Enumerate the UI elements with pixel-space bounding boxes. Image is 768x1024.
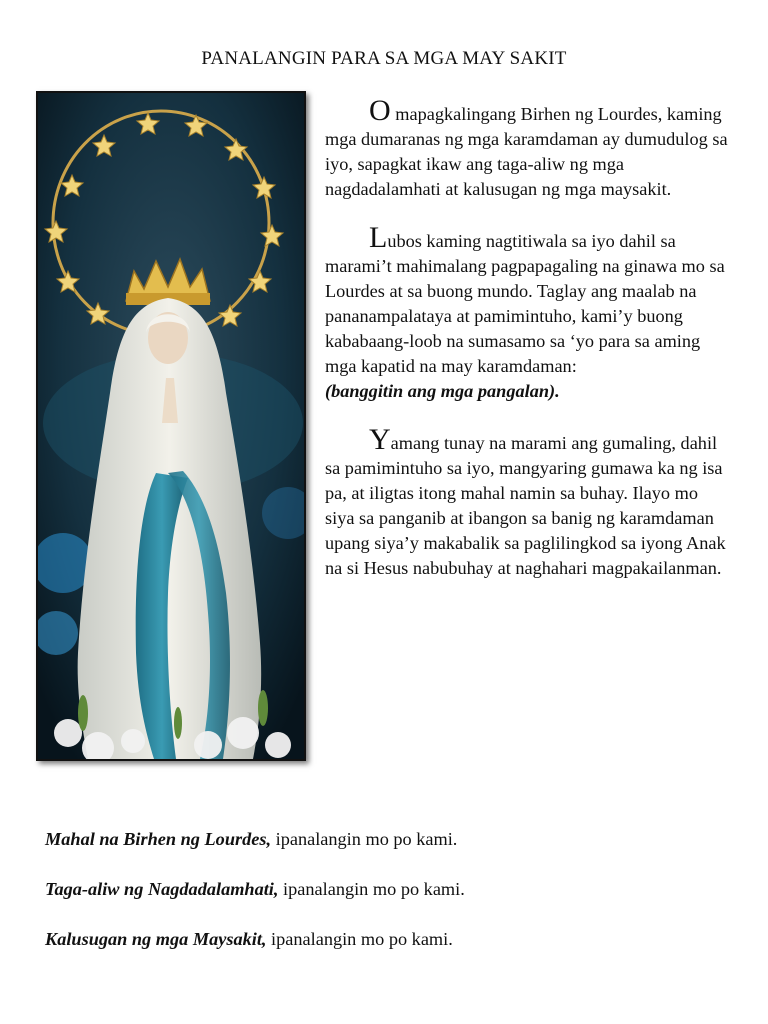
invocation-item	[45, 927, 745, 952]
invocation-title: Mahal na Birhen ng Lourdes,	[45, 829, 272, 849]
prayer-paragraph-2	[325, 221, 730, 404]
paragraph-text: ubos kaming nagtitiwala sa iyo dahil sa marami’t mahimalang pagpapagaling na ginawa mo sa Lourdes at sa buong mundo. Taglay ang maalab na pananampalataya at pamimintuho, kami’y buong kababaang-loob na sumasamo sa ‘yo para sa aming mga kapatid na may karamdaman:	[325, 231, 725, 376]
invocation-list	[45, 827, 745, 977]
invocation-response: ipanalangin mo po kami.	[266, 929, 453, 949]
names-instruction: (banggitin ang mga pangalan).	[325, 381, 560, 401]
invocation-item	[45, 827, 745, 852]
dropcap: L	[369, 221, 388, 254]
dropcap: Y	[369, 423, 391, 456]
statue-photo	[36, 91, 306, 761]
invocation-title: Kalusugan ng mga Maysakit,	[45, 929, 267, 949]
paragraph-text: mapagkalingang Birhen ng Lourdes, kaming mga dumaranas ng mga karamdaman ay dumudulog sa iyo, sapagkat ikaw ang taga-aliw ng mga nagdadalamhati at kalusugan ng mga maysakit.	[325, 104, 728, 199]
invocation-response: ipanalangin mo po kami.	[278, 879, 465, 899]
virgin-of-lourdes-statue-icon	[38, 93, 304, 759]
paragraph-text: amang tunay na marami ang gumaling, dahil sa pamimintuho sa iyo, mangyaring gumawa ka ng isa pa, at iligtas itong mahal namin sa buhay. Ilayo mo siya sa panganib at ibangon sa banig ng karamdaman upang siya’y makabalik sa paglilingkod sa iyong Anak na si Hesus nabubuhay at naghahari magpakailanman.	[325, 433, 726, 578]
prayer-paragraph-3	[325, 423, 730, 581]
invocation-response: ipanalangin mo po kami.	[271, 829, 458, 849]
dropcap: O	[369, 94, 391, 127]
invocation-item	[45, 877, 745, 902]
page-title: PANALANGIN PARA SA MGA MAY SAKIT	[201, 48, 567, 69]
prayer-paragraph-1	[325, 94, 730, 202]
invocation-title: Taga-aliw ng Nagdadalamhati,	[45, 879, 279, 899]
prayer-body	[325, 94, 730, 606]
